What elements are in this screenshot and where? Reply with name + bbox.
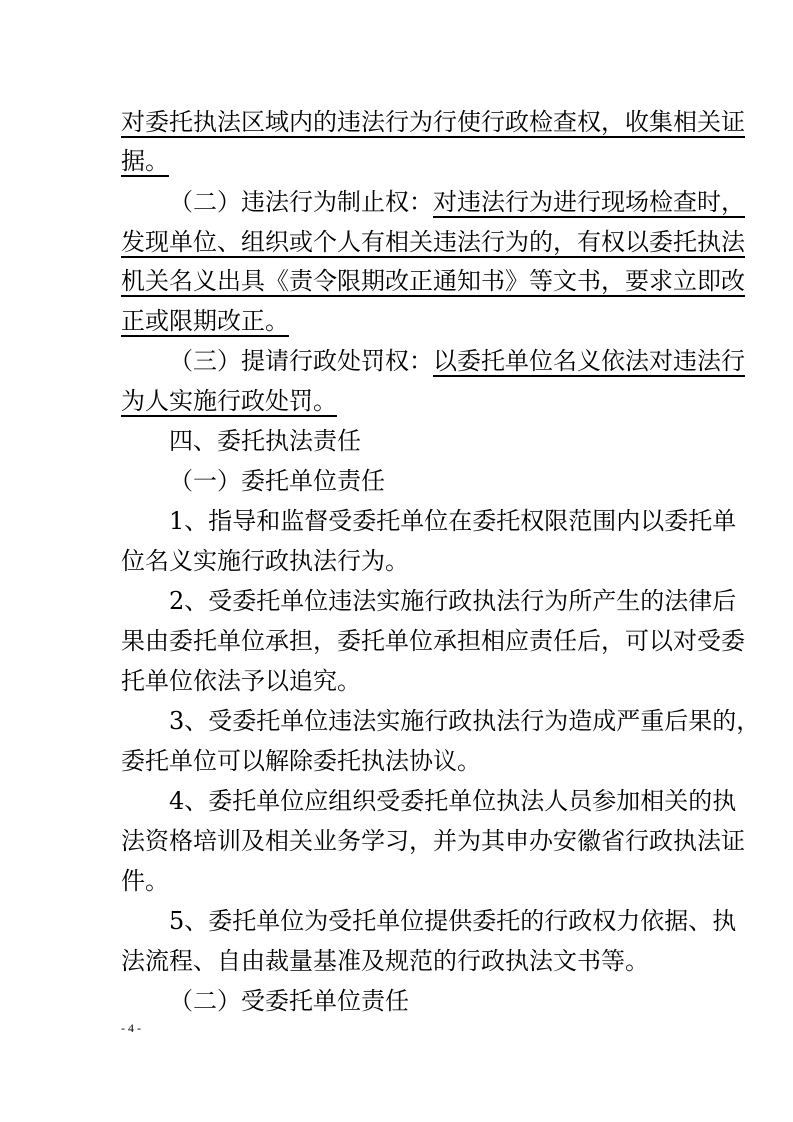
heading-text: （二）受委托单位责任 — [169, 987, 409, 1015]
underlined-text: 以委托单位名义依法对违法行 — [433, 347, 745, 375]
text-line — [169, 343, 745, 379]
text-line — [121, 663, 681, 699]
text-line — [121, 623, 745, 659]
text-line — [121, 104, 745, 140]
underlined-text: 机关名义出具《责令限期改正通知书》等文书，要求立即改 — [121, 267, 745, 295]
paragraph-text: 位名义实施行政执法行为。 — [121, 547, 409, 575]
underlined-text: 对违法行为进行现场检查时， — [433, 188, 745, 216]
subsection-heading — [169, 463, 681, 499]
text-line — [121, 743, 681, 779]
underlined-text: 据。 — [121, 147, 169, 175]
text-line — [169, 703, 761, 739]
paragraph-text: 法资格培训及相关业务学习，并为其申办安徽省行政执法证 — [121, 827, 745, 855]
text-line — [169, 503, 737, 539]
text-line — [169, 184, 745, 220]
page-number: - 4 - — [121, 1021, 141, 1035]
text-line — [121, 863, 681, 899]
text-line — [121, 543, 681, 579]
underlined-text: 发现单位、组织或个人有相关违法行为的，有权以委托执法 — [121, 228, 745, 256]
paragraph-text: 件。 — [121, 867, 169, 895]
text-line — [121, 823, 745, 859]
text-line — [121, 224, 745, 260]
text-line — [121, 383, 681, 419]
section-heading — [169, 423, 681, 459]
heading-text: 四、委托执法责任 — [169, 427, 361, 455]
text-line — [169, 783, 737, 819]
text-line — [169, 583, 737, 619]
text-line — [169, 903, 737, 939]
paragraph-text: 4、委托单位应组织受委托单位执法人员参加相关的执 — [169, 787, 737, 815]
underlined-text: 正或限期改正。 — [121, 307, 289, 335]
paragraph-text: 法流程、自由裁量基准及规范的行政执法文书等。 — [121, 947, 649, 975]
subsection-heading — [169, 983, 681, 1019]
text-line — [121, 943, 681, 979]
text-line — [121, 143, 681, 179]
paragraph-text: 委托单位可以解除委托执法协议。 — [121, 747, 481, 775]
text-line — [121, 263, 745, 299]
underlined-text: 对委托执法区域内的违法行为行使行政检查权，收集相关证 — [121, 108, 745, 136]
text-line — [121, 303, 681, 339]
clause-heading: （三）提请行政处罚权： — [169, 347, 433, 375]
paragraph-text: 3、受委托单位违法实施行政执法行为造成严重后果的， — [169, 707, 761, 735]
underlined-text: 为人实施行政处罚。 — [121, 387, 337, 415]
paragraph-text: 1、指导和监督受委托单位在委托权限范围内以委托单 — [169, 507, 737, 535]
clause-heading: （二）违法行为制止权： — [169, 188, 433, 216]
heading-text: （一）委托单位责任 — [169, 467, 385, 495]
paragraph-text: 托单位依法予以追究。 — [121, 667, 361, 695]
paragraph-text: 2、受委托单位违法实施行政执法行为所产生的法律后 — [169, 587, 737, 615]
paragraph-text: 5、委托单位为受托单位提供委托的行政权力依据、执 — [169, 907, 737, 935]
paragraph-text: 果由委托单位承担，委托单位承担相应责任后，可以对受委 — [121, 627, 745, 655]
